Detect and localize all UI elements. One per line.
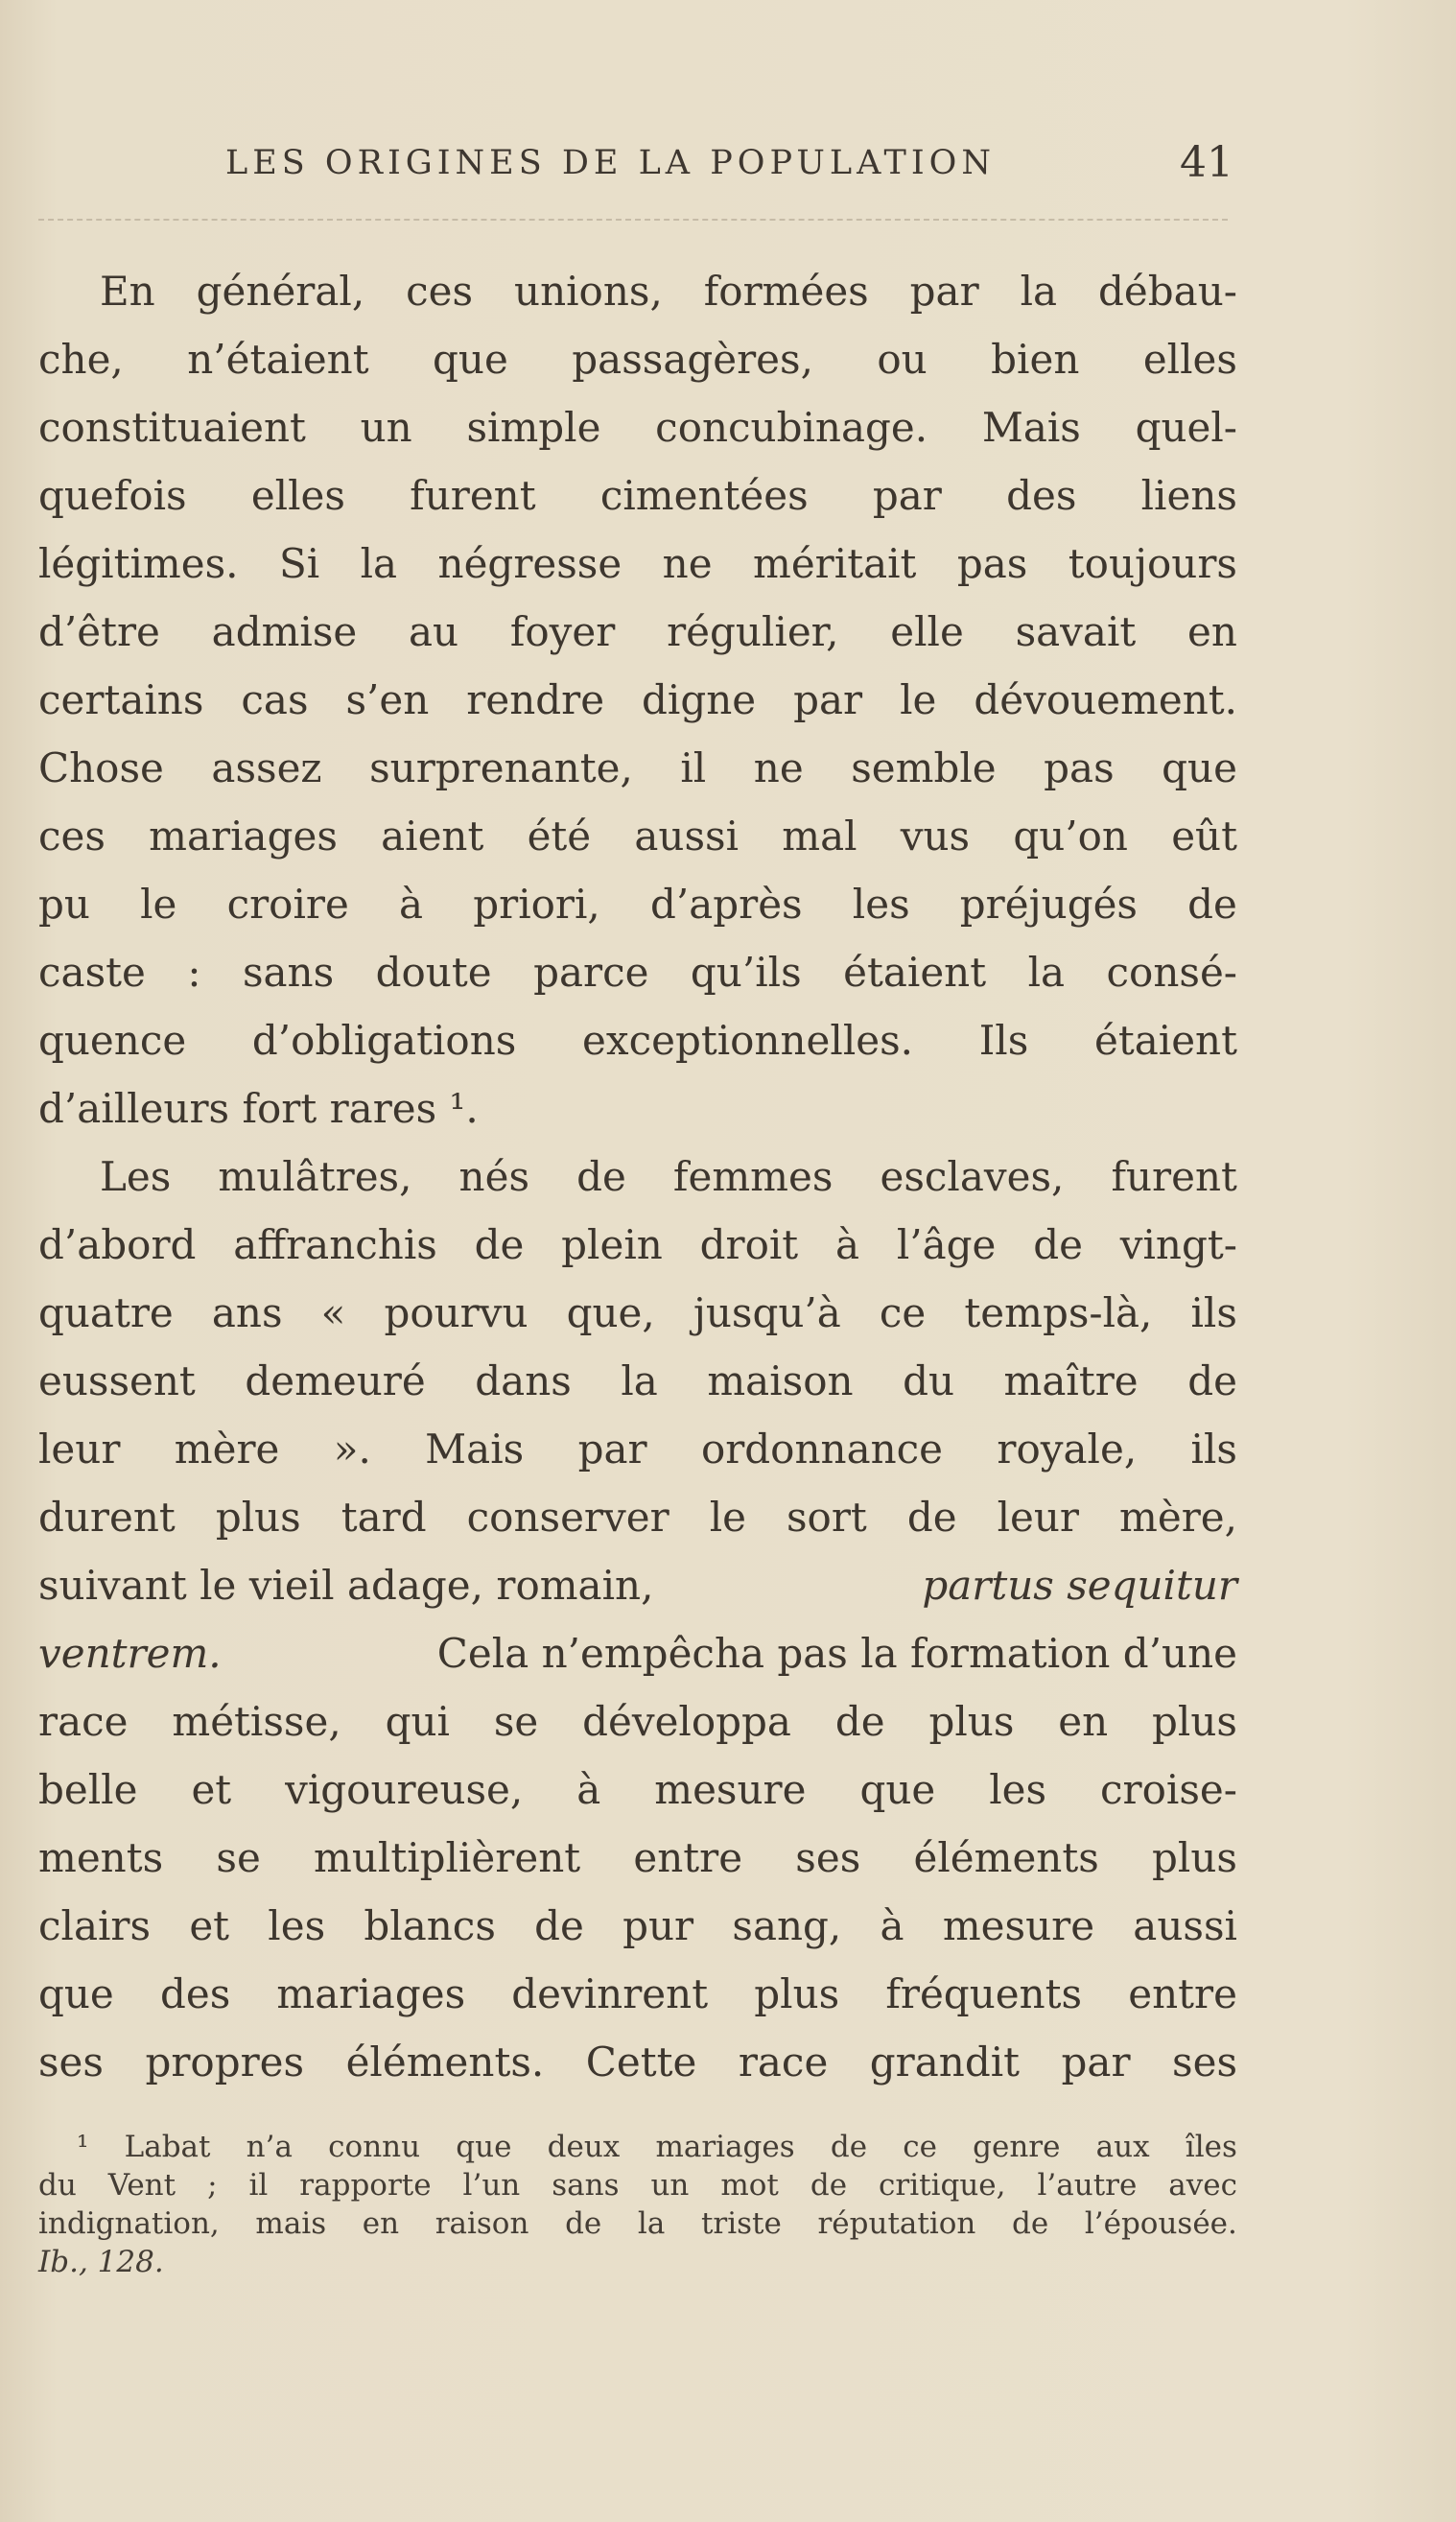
text-line: belle et vigoureuse, à mesure que les croise- xyxy=(38,1766,1237,1813)
text-line-mixed xyxy=(38,1619,1237,1687)
latin-phrase: ventrem. xyxy=(38,1630,222,1677)
text-line: quefois elles furent cimentées par des liens xyxy=(38,472,1237,519)
text-line: che, n’étaient que passagères, ou bien elles xyxy=(38,336,1237,383)
text-segment: suivant le vieil adage, romain, xyxy=(38,1562,654,1609)
text-line: clairs et les blancs de pur sang, à mesure aussi xyxy=(38,1902,1237,1949)
text-line: légitimes. Si la négresse ne méritait pas toujours xyxy=(38,540,1237,587)
text-line: ces mariages aient été aussi mal vus qu’on eût xyxy=(38,813,1237,860)
running-title: LES ORIGINES DE LA POPULATION xyxy=(225,144,996,182)
text-line: Chose assez surprenante, il ne semble pas que xyxy=(38,744,1237,791)
text-line: caste : sans doute parce qu’ils étaient la consé- xyxy=(38,949,1237,996)
text-line: pu le croire à priori, d’après les préjugés de xyxy=(38,881,1237,928)
text-line: quatre ans « pourvu que, jusqu’à ce temps-là, ils xyxy=(38,1289,1237,1336)
text-line-mixed xyxy=(38,1551,1237,1619)
latin-phrase: partus sequitur xyxy=(922,1562,1237,1609)
text-line: eussent demeuré dans la maison du maître de xyxy=(38,1357,1237,1404)
text-line: leur mère ». Mais par ordonnance royale, ils xyxy=(38,1426,1237,1473)
text-line: d’ailleurs fort rares ¹. xyxy=(38,1085,479,1132)
text-line: constituaient un simple concubinage. Mais quel- xyxy=(38,404,1237,451)
text-line: ses propres éléments. Cette race grandit par ses xyxy=(38,2039,1237,2086)
text-line: ments se multiplièrent entre ses éléments plus xyxy=(38,1834,1237,1881)
text-line: quence d’obligations exceptionnelles. Ils étaient xyxy=(38,1017,1237,1064)
text-line: En général, ces unions, formées par la débau- xyxy=(100,268,1237,315)
footnote-line: indignation, mais en raison de la triste réputation de l’épousée. xyxy=(38,2206,1237,2241)
text-line: certains cas s’en rendre digne par le dévouement. xyxy=(38,676,1237,723)
header-rule xyxy=(38,219,1228,221)
footnote-line: du Vent ; il rapporte l’un sans un mot de critique, l’autre avec xyxy=(38,2168,1237,2203)
footnote-line: Ib., 128. xyxy=(38,2245,164,2279)
page-number: 41 xyxy=(1180,138,1233,187)
footnote-line: ¹ Labat n’a connu que deux mariages de ce genre aux îles xyxy=(77,2130,1237,2164)
text-line: durent plus tard conserver le sort de leur mère, xyxy=(38,1494,1237,1541)
text-line: d’abord affranchis de plein droit à l’âge de vingt- xyxy=(38,1221,1237,1268)
page-header xyxy=(38,138,1237,201)
text-line: d’être admise au foyer régulier, elle savait en xyxy=(38,608,1237,655)
text-line: que des mariages devinrent plus fréquents entre xyxy=(38,1970,1237,2017)
body-text xyxy=(38,257,1237,2096)
text-segment: Cela n’empêcha pas la formation d’une xyxy=(436,1630,1237,1677)
text-line: Les mulâtres, nés de femmes esclaves, furent xyxy=(100,1153,1237,1200)
text-line: race métisse, qui se développa de plus en plus xyxy=(38,1698,1237,1745)
footnotes xyxy=(38,2128,1237,2281)
